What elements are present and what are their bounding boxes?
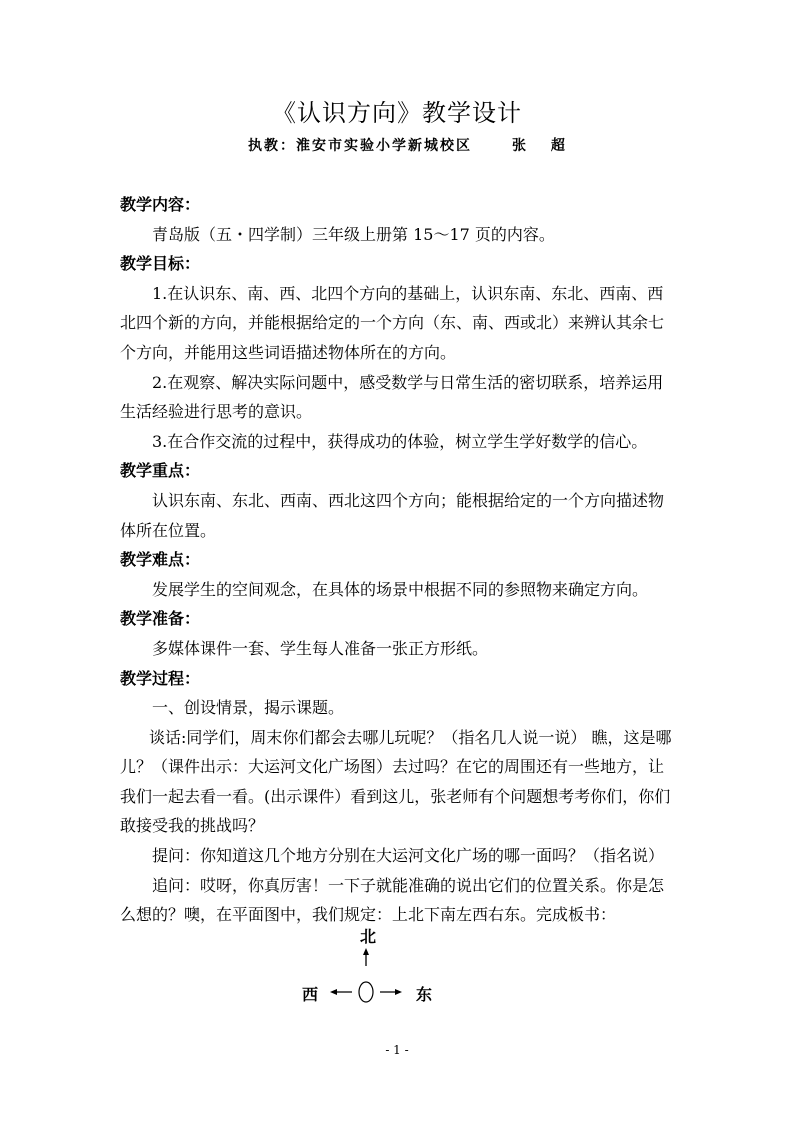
center-circle-icon: [359, 982, 373, 1002]
direction-diagram: [290, 918, 450, 1018]
talk-line-2: 儿？（课件出示：大运河文化广场图）去过吗？在它的周围还有一些地方，让: [120, 757, 665, 777]
page-title: 《认识方向》教学设计: [272, 99, 522, 127]
author-name: 张 超: [512, 138, 575, 154]
east-label: 东: [415, 985, 433, 1004]
follow-line-2: 么想的？噢，在平面图中，我们规定：上北下南左西右东。完成板书：: [120, 905, 617, 925]
goal-3: 3.在合作交流的过程中，获得成功的体验，树立学生学好数学的信心。: [152, 431, 648, 451]
west-label: 西: [301, 985, 319, 1004]
key-points-line-1: 认识东南、东北、西南、西北这四个方向；能根据给定的一个方向描述物: [152, 490, 665, 510]
west-arrowhead-icon: [330, 989, 337, 995]
talk-line-4: 敢接受我的挑战吗？: [120, 816, 265, 836]
follow-line-1: 追问：哎呀，你真厉害！一下子就能准确的说出它们的位置关系。你是怎: [152, 875, 665, 895]
section-heading-difficulties: 教学难点：: [120, 550, 201, 570]
section-heading-preparation: 教学准备：: [120, 609, 201, 629]
goal-2-line-2: 生活经验进行思考的意识。: [120, 402, 313, 422]
section-heading-content: 教学内容：: [120, 195, 201, 214]
goal-1-line-3: 个方向，并能用这些词语描述物体所在的方向。: [120, 342, 457, 362]
author-line: [248, 135, 575, 155]
section-heading-key-points: 教学重点：: [120, 461, 201, 481]
content-text: 青岛版（五・四学制）三年级上册第 15～17 页的内容。: [152, 224, 555, 244]
ask-line: 提问：你知道这几个地方分别在大运河文化广场的哪一面吗？（指名说）: [152, 846, 665, 866]
preparation-text: 多媒体课件一套、学生每人准备一张正方形纸。: [152, 638, 489, 658]
page-number: - 1 -: [385, 1043, 409, 1057]
goal-2-line-1: 2.在观察、解决实际问题中，感受数学与日常生活的密切联系，培养运用: [152, 372, 664, 392]
section-heading-goals: 教学目标：: [120, 254, 201, 274]
north-arrowhead-icon: [363, 948, 369, 955]
author-label: 执教：淮安市实验小学新城校区: [248, 138, 472, 154]
east-arrowhead-icon: [395, 989, 402, 995]
document-body: [120, 190, 680, 930]
section-heading-process: 教学过程：: [120, 668, 201, 688]
north-label: 北: [359, 927, 377, 946]
difficulties-text: 发展学生的空间观念，在具体的场景中根据不同的参照物来确定方向。: [152, 579, 649, 599]
key-points-line-2: 体所在位置。: [120, 520, 217, 540]
talk-line-1: 谈话:同学们，周末你们都会去哪儿玩呢？（指名几人说一说） 瞧，这是哪: [149, 727, 672, 747]
goal-1-line-1: 1.在认识东、南、西、北四个方向的基础上，认识东南、东北、西南、西: [152, 283, 664, 303]
process-step-1: 一、创设情景，揭示课题。: [152, 698, 345, 718]
goal-1-line-2: 北四个新的方向，并能根据给定的一个方向（东、南、西或北）来辨认其余七: [120, 313, 665, 333]
talk-line-3: 我们一起去看一看。(出示课件）看到这儿，张老师有个问题想考考你们，你们: [120, 786, 671, 806]
